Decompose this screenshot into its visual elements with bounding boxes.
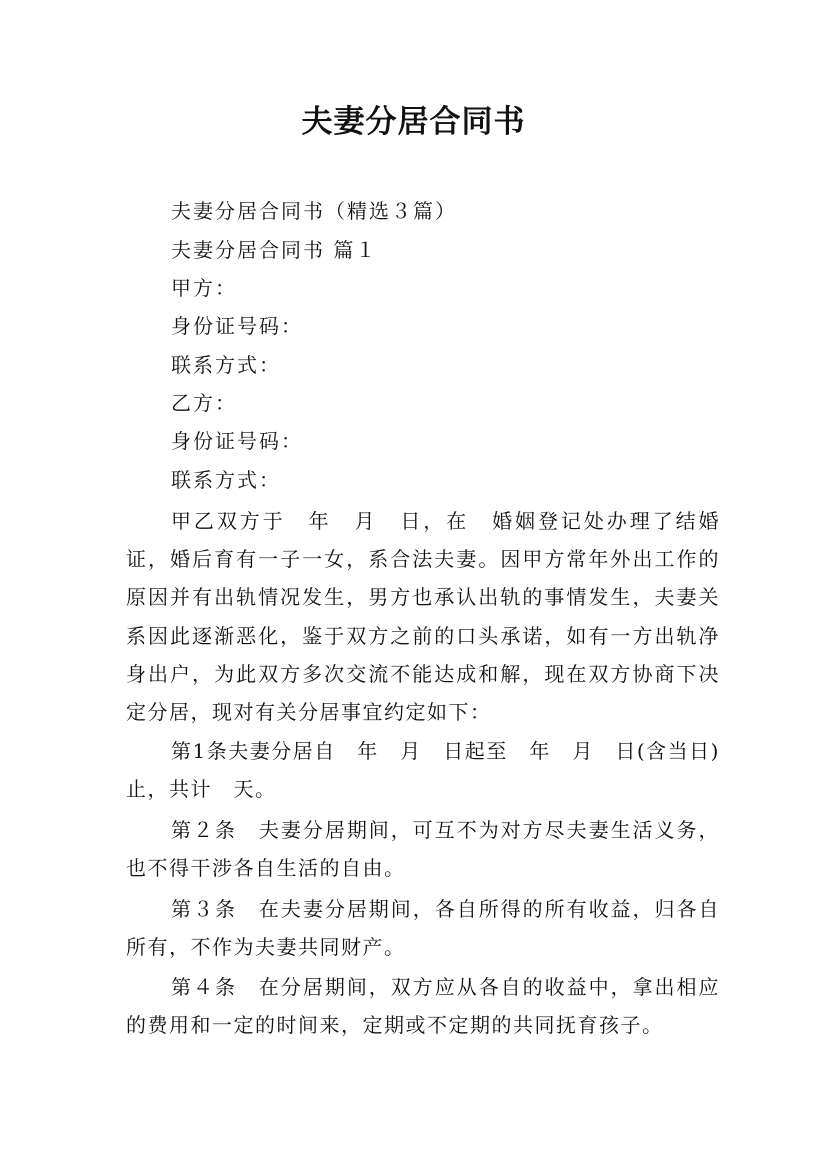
article-2-paragraph: 第２条 夫妻分居期间，可互不为对方尽夫妻生活义务，也不得干涉各自生活的自由。: [126, 818, 720, 881]
subtitle-line: 夫妻分居合同书（精选３篇）: [171, 199, 457, 223]
intro-paragraph: 甲乙双方于 年 月 日，在 婚姻登记处办理了结婚证，婚后育有一子一女，系合法夫妻。因甲方常年外出工作的原因并有出轨情况发生，男方也承认出轨的事情发生，夫妻关系因此逐渐恶化，鉴于双方之前的口头承诺，如有一方出轨净身出户，为此双方多次交流不能达成和解，现在双方协商下决定分居，现对有关分居事宜约定如下：: [126, 509, 720, 725]
document-title: 夫妻分居合同书: [301, 104, 526, 140]
article-3-paragraph: 第３条 在夫妻分居期间，各自所得的所有收益，归各自所有，不作为夫妻共同财产。: [126, 897, 720, 960]
party-a-id-label: 身份证号码：: [171, 314, 303, 338]
party-b-id-label: 身份证号码：: [171, 429, 303, 453]
party-a-contact-label: 联系方式：: [171, 353, 281, 377]
article-4-paragraph: 第４条 在分居期间，双方应从各自的收益中，拿出相应的费用和一定的时间来，定期或不定期的共同抚育孩子。: [126, 975, 720, 1038]
party-b-contact-label: 联系方式：: [171, 468, 281, 492]
party-a-label: 甲方：: [171, 276, 237, 300]
section-heading: 夫妻分居合同书 篇１: [171, 238, 378, 262]
article-1-paragraph: 第1条夫妻分居自 年 月 日起至 年 月 日(含当日)止，共计 天。: [126, 739, 720, 802]
party-b-label: 乙方：: [171, 391, 237, 415]
